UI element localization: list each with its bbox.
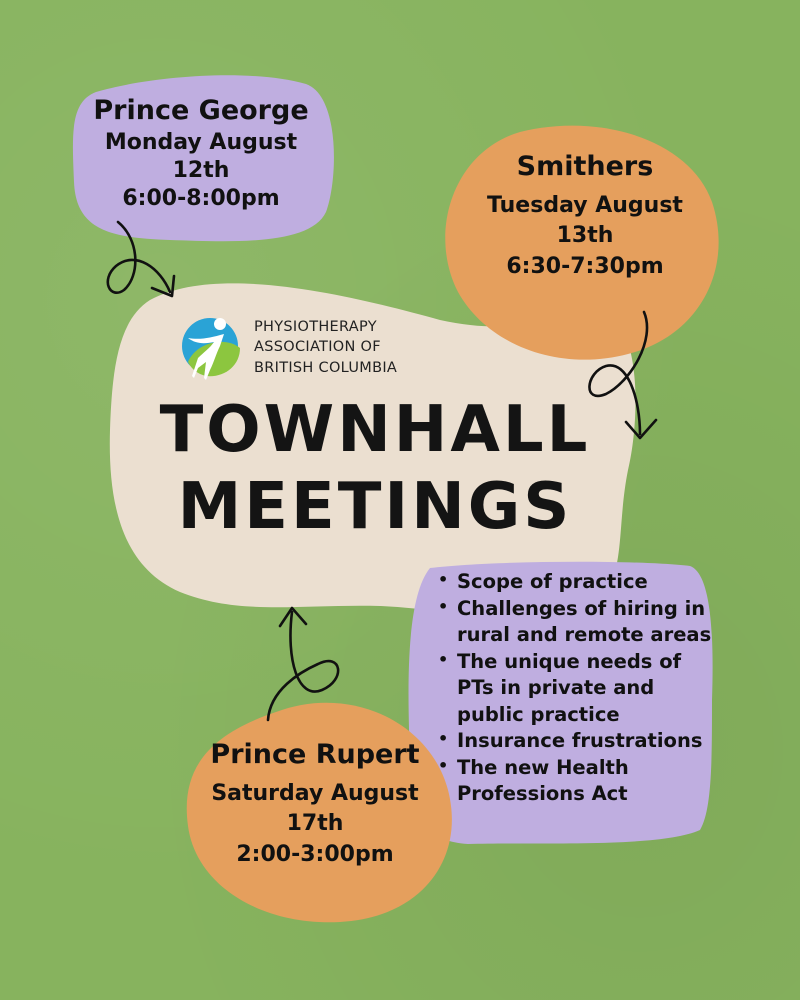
smithers-day: 13th	[556, 223, 614, 249]
prince-rupert-day: 17th	[286, 811, 344, 837]
prince-george-card	[78, 94, 324, 213]
smithers-date: Tuesday August	[487, 192, 683, 218]
organization-name	[254, 317, 397, 378]
organization-line-1: PHYSIOTHERAPY	[254, 319, 377, 335]
topic-item: • Scope of practice	[430, 569, 720, 596]
prince-rupert-card	[190, 738, 440, 871]
prince-rupert-city: Prince Rupert	[210, 739, 420, 770]
title-line-1: TOWNHALL	[159, 393, 591, 467]
organization-line-3: BRITISH COLUMBIA	[254, 359, 398, 376]
physiotherapist-figure-logo-icon	[180, 312, 244, 382]
prince-rupert-date: Saturday August	[211, 780, 419, 806]
prince-george-day: 12th	[172, 157, 230, 183]
topic-item: • The unique needs of PTs in private and public practice	[430, 649, 720, 729]
title-line-2: MEETINGS	[177, 469, 573, 544]
arrow-prince-rupert-head	[280, 608, 306, 626]
prince-george-city: Prince George	[93, 95, 309, 126]
smithers-card	[450, 150, 720, 283]
topic-item: • Insurance frustrations	[430, 728, 720, 755]
topics-list	[430, 569, 720, 808]
prince-george-date: Monday August	[104, 129, 298, 155]
organization-line-2: ASSOCIATION OF	[254, 339, 381, 356]
topic-item: • Challenges of hiring in rural and remote areas	[430, 596, 720, 649]
prince-rupert-time: 2:00-3:00pm	[236, 842, 394, 868]
smithers-city: Smithers	[516, 151, 654, 182]
smithers-time: 6:30-7:30pm	[506, 254, 664, 280]
prince-george-time: 6:00-8:00pm	[122, 185, 280, 211]
topic-item: • The new Health Professions Act	[430, 755, 720, 808]
page-title	[120, 392, 630, 546]
